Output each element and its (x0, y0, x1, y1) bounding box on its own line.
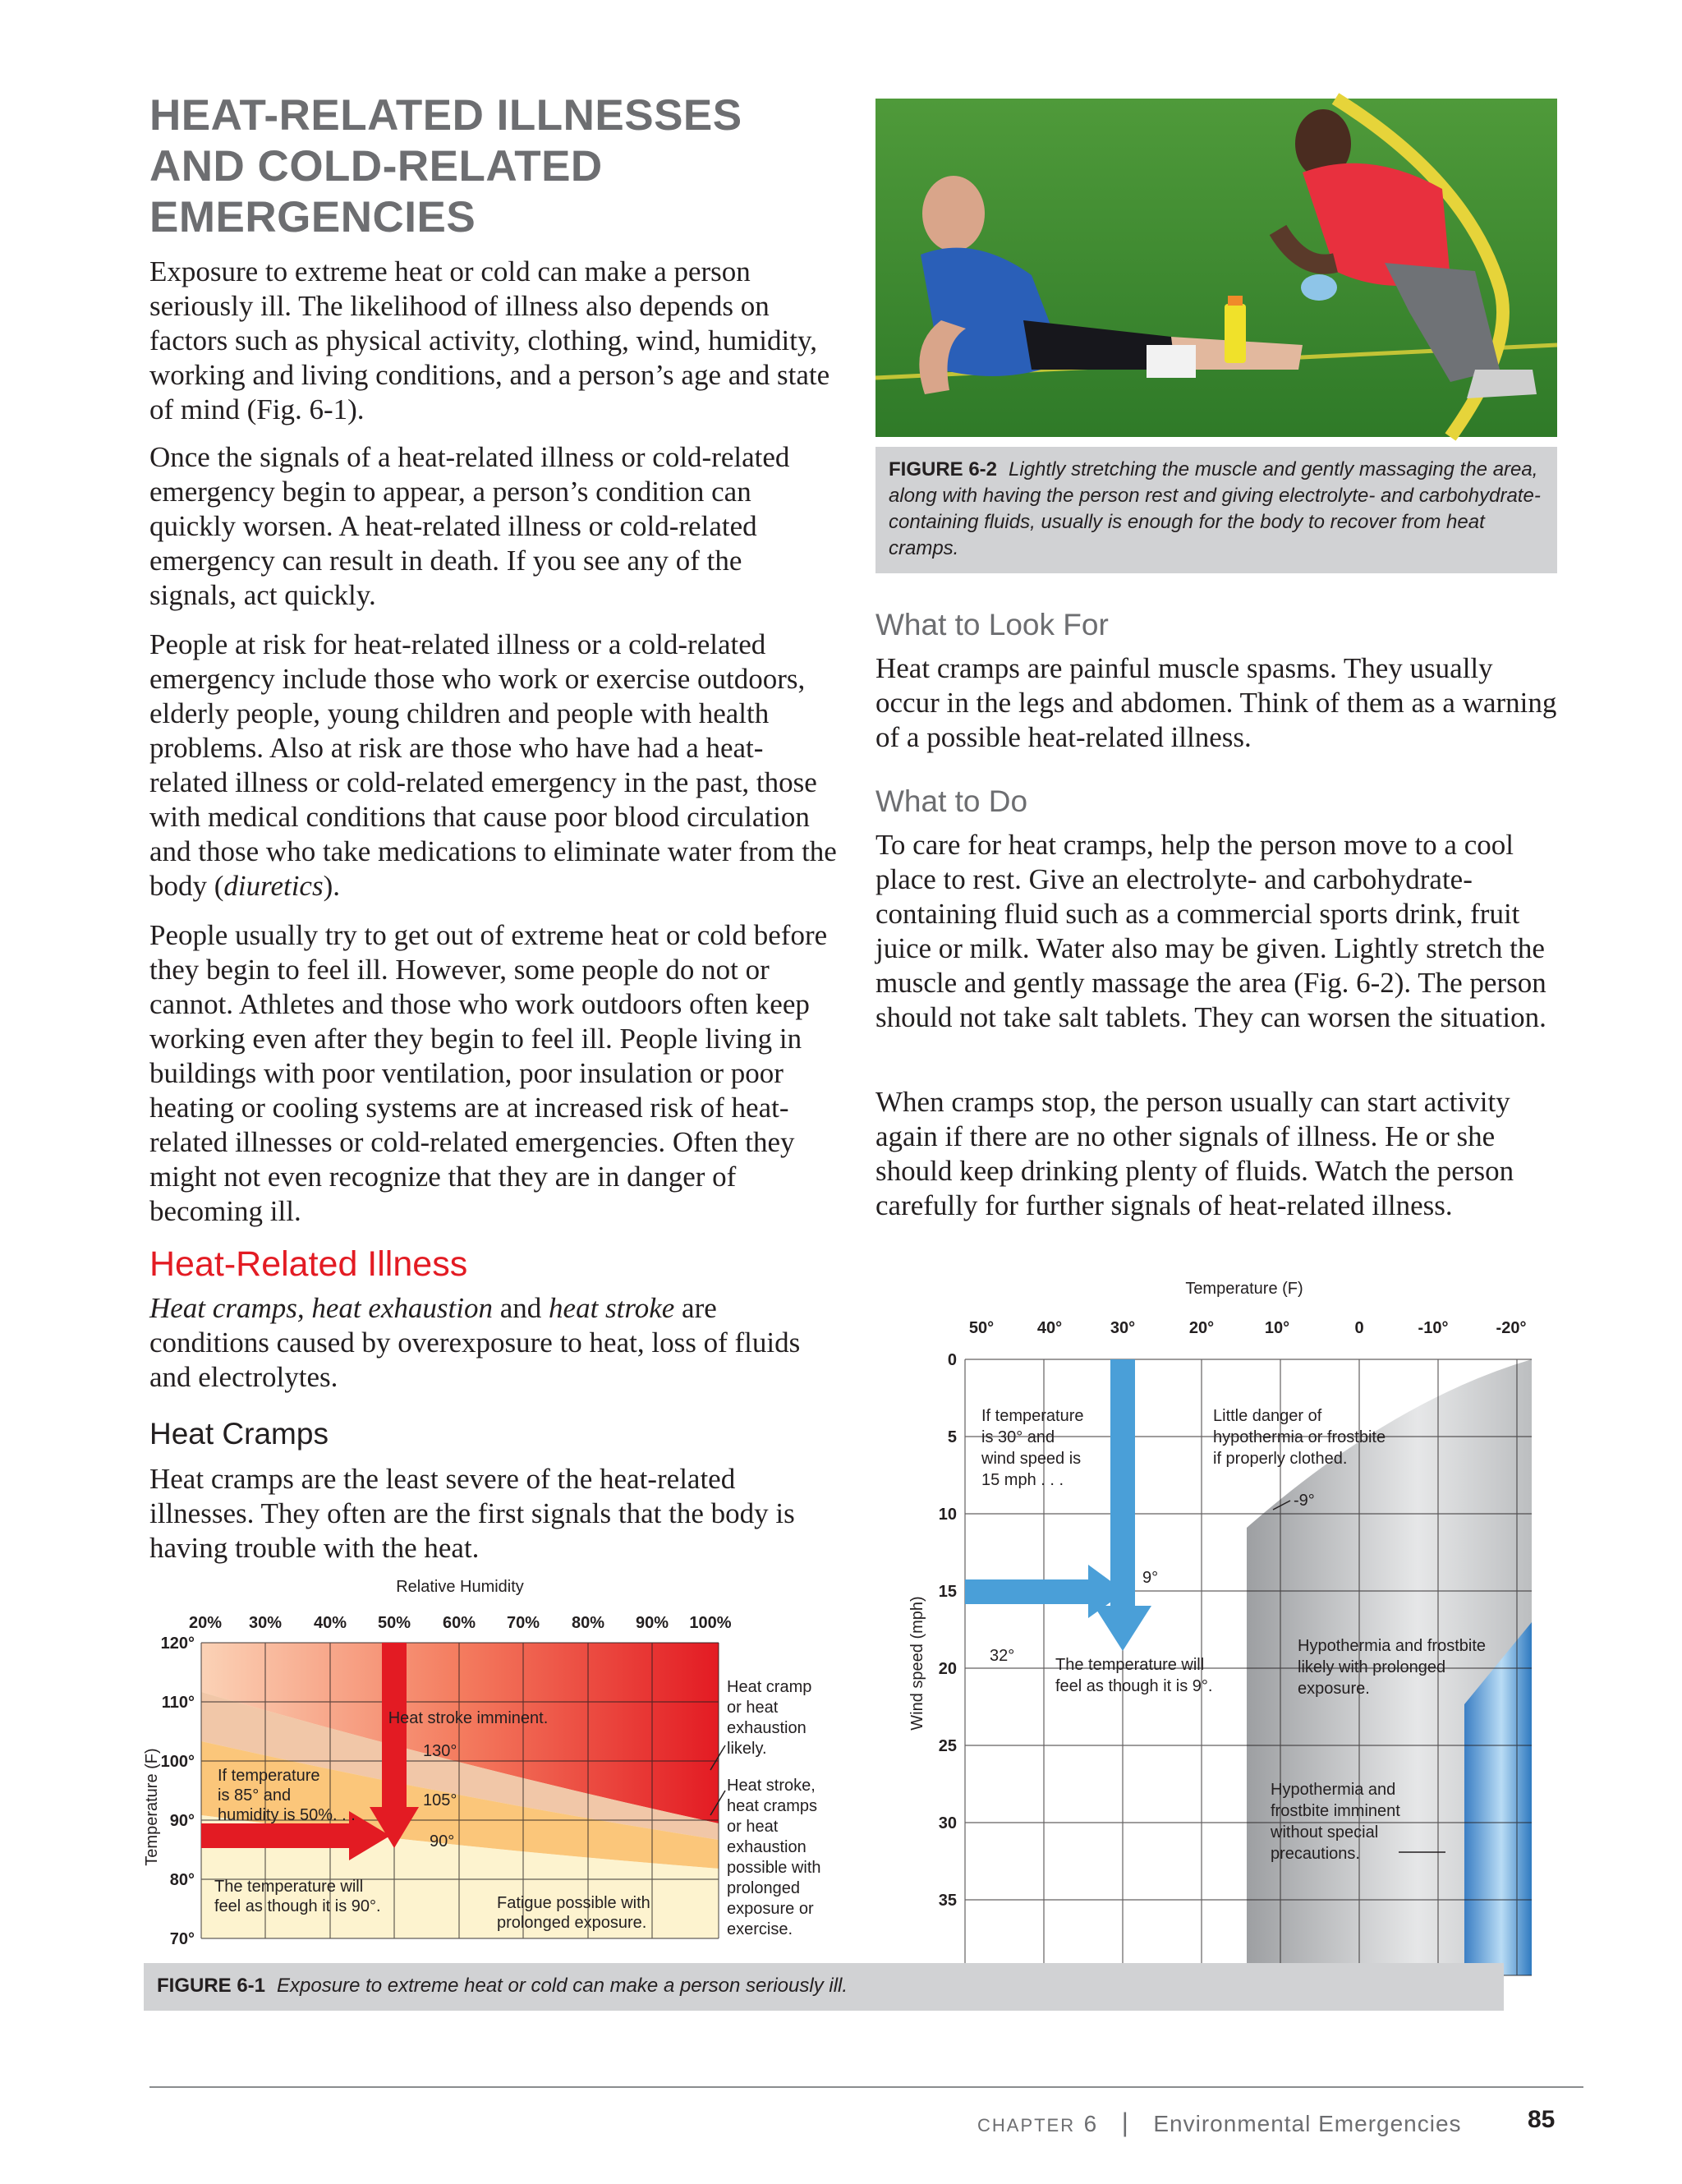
legend-2-line: exposure or (727, 1900, 814, 1918)
temp-tick: 80° (169, 1871, 195, 1889)
cold-example-2: is 30° and (981, 1428, 1055, 1446)
temp-tick: 110° (161, 1694, 195, 1712)
legend-2-line: exercise. (727, 1920, 793, 1938)
diuretics-term: diuretics (223, 870, 324, 902)
title-line-3: EMERGENCIES (149, 193, 476, 241)
temp-tick: 120° (160, 1635, 195, 1653)
heat-illness-intro: Heat cramps, heat exhaustion and heat stroke are conditions caused by overexposure to heat, loss of fluids and electrolytes. (149, 1292, 801, 1393)
legend-1-line: or heat (727, 1699, 779, 1717)
title-line-1: HEAT-RELATED ILLNESSES (149, 91, 742, 140)
temp-axis-title: Temperature (F) (143, 1748, 161, 1866)
heat-stroke-zone-label: Heat stroke imminent. (388, 1709, 549, 1727)
marker-32: 32° (990, 1647, 1015, 1665)
cold-result-2: feel as though it is 9°. (1055, 1677, 1213, 1695)
chapter-word: CHAPTER (977, 2115, 1076, 2136)
legend-2-line: possible with (727, 1859, 821, 1877)
humidity-axis-title: Relative Humidity (396, 1578, 524, 1596)
outdoor-paragraph: People usually try to get out of extreme heat or cold before they begin to feel ill. However, some people do not or cannot. Athletes and those who work outdoors often keep working even after they begin to feel ill. People living in buildings with poor ventilation, poor insulation or poor heating or cooling systems are at increased risk of heat-related illnesses or cold-related emergencies. Often they might not even recognize that they are in danger of becoming ill. (149, 919, 828, 1227)
result-text-2: feel as though it is 90°. (214, 1897, 381, 1915)
temp-tick: 50° (968, 1319, 995, 1337)
example-text-3: humidity is 50%. . . (218, 1806, 356, 1824)
imminent-2: frostbite imminent (1271, 1802, 1400, 1820)
title-line-2: AND COLD-RELATED (149, 142, 603, 191)
cold-vertical-arrow (1110, 1359, 1135, 1606)
cramps-stop-text: When cramps stop, the person usually can start activity again if there are no other signals of illness. He or she should keep drinking plenty of fluids. Watch the person carefully for further signals of heat-related illness. (875, 1086, 1514, 1221)
at-risk-paragraph: People at risk for heat-related illness or a cold-related emergency include those who work or exercise outdoors, elderly people, young children and people with health problems. Also at risk are those who have had a heat-related illness or cold-related emergency in the past, those with medical conditions that cause poor blood circulation and those who take medications to eliminate water from the body (diuretics). (149, 628, 837, 902)
heat-cramps-heading: Heat Cramps (149, 1417, 329, 1451)
humidity-tick: 70% (506, 1614, 540, 1632)
wind-tick: 30 (938, 1814, 957, 1832)
temp-tick: 100° (160, 1753, 195, 1771)
page-number: 85 (1528, 2106, 1556, 2133)
legend-2-line: heat cramps (727, 1797, 818, 1815)
cold-arrow-head-down (1094, 1606, 1151, 1651)
wind-tick: 35 (938, 1892, 957, 1910)
humidity-tick: 40% (313, 1614, 347, 1632)
temp-tick: 10° (1264, 1319, 1290, 1337)
figure-6-2-label: FIGURE 6-2 (889, 458, 998, 480)
imminent-3: without special (1271, 1823, 1379, 1841)
intro-paragraph: Exposure to extreme heat or cold can make a person seriously ill. The likelihood of illness also depends on factors such as physical activity, clothing, wind, humidity, working and living conditions, and a person’s age and state of mind (Fig. 6-1). (149, 255, 830, 425)
callout-90: 90° (430, 1832, 455, 1851)
cold-example-3: wind speed is (981, 1450, 1082, 1468)
figure-6-1-caption (144, 1963, 1504, 2011)
temp-tick: 0 (1354, 1319, 1364, 1337)
chapter-title: Environmental Emergencies (1153, 2111, 1462, 2136)
wind-tick: 25 (938, 1737, 957, 1755)
humidity-tick: 50% (377, 1614, 411, 1632)
likely-1: Hypothermia and frostbite (1298, 1637, 1487, 1655)
example-text-1: If temperature (218, 1767, 320, 1785)
footer (977, 2108, 1462, 2138)
temp-tick: -10° (1418, 1319, 1449, 1337)
little-danger-1: Little danger of (1213, 1407, 1322, 1425)
result-text-1: The temperature will (214, 1878, 364, 1896)
what-to-do-heading: What to Do (875, 784, 1028, 818)
temperature-axis-title: Temperature (F) (1185, 1280, 1303, 1298)
heat-horizontal-arrow (201, 1823, 349, 1848)
footer-rule (149, 2086, 1583, 2088)
humidity-tick: 20% (188, 1614, 223, 1632)
legend-2-line: or heat (727, 1818, 779, 1836)
legend-2-line: Heat stroke, (727, 1777, 816, 1795)
temp-tick: 70° (169, 1930, 195, 1948)
wind-tick: 10 (938, 1506, 957, 1524)
humidity-tick: 80% (571, 1614, 605, 1632)
wind-axis-title: Wind speed (mph) (908, 1596, 926, 1731)
wind-tick: 0 (947, 1351, 957, 1369)
humidity-tick: 60% (442, 1614, 476, 1632)
temp-tick: 40° (1036, 1319, 1063, 1337)
humidity-tick: 100% (689, 1614, 732, 1632)
section-heading: Heat-Related Illness (149, 1244, 468, 1284)
legend-2-line: prolonged (727, 1879, 800, 1897)
example-text-2: is 85° and (218, 1786, 292, 1805)
temp-tick: 90° (169, 1812, 195, 1830)
legend-1-line: likely. (727, 1740, 767, 1758)
wind-tick: 5 (947, 1428, 957, 1446)
cold-example-4: 15 mph . . . (981, 1471, 1064, 1489)
temp-tick: 20° (1188, 1319, 1215, 1337)
figure-6-1-label: FIGURE 6-1 (157, 1975, 266, 1997)
look-for-text: Heat cramps are painful muscle spasms. They usually occur in the legs and abdomen. Think of them as a warning of a possible heat-related illness. (875, 652, 1557, 753)
heat-cramps-photo (875, 99, 1557, 437)
wind-tick: 20 (938, 1660, 957, 1678)
imminent-1: Hypothermia and (1271, 1781, 1396, 1799)
marker-neg9: -9° (1294, 1492, 1315, 1510)
imminent-4: precautions. (1271, 1845, 1360, 1863)
figure-6-2-text: Lightly stretching the muscle and gently massaging the area, along with having the person rest and giving electrolyte- and carbohydrate-containing fluids, usually is enough for the body to recover from heat cramps. (889, 458, 1541, 559)
legend-2-line: exhaustion (727, 1838, 807, 1856)
cold-example-1: If temperature (981, 1407, 1084, 1425)
look-for-heading: What to Look For (875, 608, 1109, 641)
little-danger-3: if properly clothed. (1213, 1450, 1348, 1468)
page-title (149, 90, 839, 243)
callout-105: 105° (423, 1791, 457, 1809)
marker-9: 9° (1142, 1569, 1159, 1587)
little-danger-2: hypothermia or frostbite (1213, 1428, 1386, 1446)
cold-horizontal-arrow (965, 1579, 1088, 1604)
signals-paragraph: Once the signals of a heat-related illness or cold-related emergency begin to appear, a person’s condition can quickly worsen. A heat-related illness or cold-related emergency can result in death. If you see any of the signals, act quickly. (149, 441, 790, 611)
temp-tick: 30° (1110, 1319, 1136, 1337)
callout-130: 130° (423, 1742, 457, 1760)
humidity-tick: 30% (248, 1614, 283, 1632)
footer-separator: | (1121, 2108, 1128, 2137)
heat-index-chart (144, 1569, 834, 1963)
fatigue-text-1: Fatigue possible with (497, 1894, 650, 1912)
wind-chill-chart (899, 1277, 1556, 1967)
wind-tick: 15 (938, 1583, 957, 1601)
heat-cramps-paragraph: Heat cramps are the least severe of the heat-related illnesses. They often are the first signals that the body is having trouble with the heat. (149, 1463, 795, 1564)
fatigue-text-2: prolonged exposure. (497, 1914, 647, 1932)
legend-1-line: exhaustion (727, 1719, 807, 1737)
figure-6-1-text: Exposure to extreme heat or cold can make a person seriously ill. (277, 1975, 848, 1997)
humidity-tick: 90% (635, 1614, 669, 1632)
legend-1-line: Heat cramp (727, 1678, 812, 1696)
what-to-do-text: To care for heat cramps, help the person move to a cool place to rest. Give an electrolyte- and carbohydrate-containing fluid such as a commercial sports drink, fruit juice or milk. Water also may be given. Lightly stretch the muscle and gently massage the area (Fig. 6-2). The person should not take salt tablets. They can worsen the situation. (875, 829, 1546, 1033)
temp-tick: -20° (1496, 1319, 1527, 1337)
figure-6-2-caption (875, 447, 1557, 573)
cold-result-1: The temperature will (1055, 1656, 1205, 1674)
chapter-number: 6 (1083, 2111, 1097, 2136)
likely-2: likely with prolonged (1298, 1658, 1446, 1676)
likely-3: exposure. (1298, 1680, 1370, 1698)
